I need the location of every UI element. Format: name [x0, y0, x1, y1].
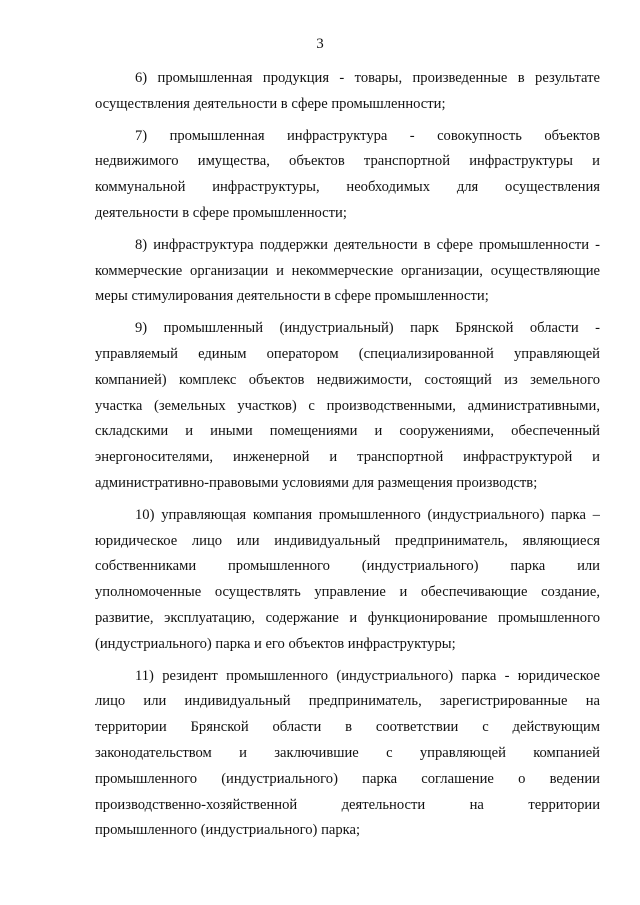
text-line: 9) промышленный (индустриальный) парк Брянской области -	[135, 320, 600, 337]
text-line: 10) управляющая компания промышленного (индустриального) парка –	[135, 506, 600, 523]
text-line: собственниками промышленного (индустриального) парка или	[95, 558, 600, 575]
text-line: юридическое лицо или индивидуальный предприниматель, являющиеся	[95, 532, 600, 549]
text-line: энергоносителями, инженерной и транспортной инфраструктурой и	[95, 449, 600, 466]
text-line: развитие, эксплуатацию, содержание и функционирование промышленного	[95, 609, 600, 626]
paragraph-10	[95, 503, 600, 658]
text-line: лицо или индивидуальный предприниматель, зарегистрированные на	[95, 693, 600, 710]
text-line: компанией) комплекс объектов недвижимости, состоящий из земельного	[95, 371, 600, 388]
text-line: территории Брянской области в соответствии с действующим	[95, 719, 600, 736]
text-line: участка (земельных участков) с производственными, административными,	[95, 397, 600, 414]
text-line: законодательством и заключившие с управляющей компанией	[95, 744, 600, 761]
text-line: деятельности в сфере промышленности;	[95, 204, 347, 221]
text-line: производственно-хозяйственной деятельности на территории	[95, 796, 600, 813]
text-line: меры стимулирования деятельности в сфере промышленности;	[95, 288, 489, 305]
text-line: 8) инфраструктура поддержки деятельности в сфере промышленности -	[135, 236, 600, 253]
paragraph-11	[95, 664, 600, 845]
text-line: коммерческие организации и некоммерческие организации, осуществляющие	[95, 262, 600, 279]
text-line: промышленного (индустриального) парка;	[95, 822, 361, 839]
text-line: складскими и иными помещениями и сооружениями, обеспеченный	[95, 423, 600, 440]
paragraph-8	[95, 233, 600, 310]
text-line: осуществления деятельности в сфере промышленности;	[95, 95, 446, 112]
document-body	[95, 66, 600, 850]
paragraph-9	[95, 316, 600, 497]
text-line: управляемый единым оператором (специализированной управляющей	[95, 345, 600, 362]
text-line: недвижимого имущества, объектов транспортной инфраструктуры и	[95, 153, 600, 170]
text-line: уполномоченные осуществлять управление и обеспечивающие создание,	[95, 584, 600, 601]
paragraph-7	[95, 124, 600, 227]
paragraph-6	[95, 66, 600, 118]
text-line: 7) промышленная инфраструктура - совокупность объектов	[135, 127, 600, 144]
text-line: (индустриального) парка и его объектов инфраструктуры;	[95, 635, 456, 652]
text-line: коммунальной инфраструктуры, необходимых для осуществления	[95, 179, 600, 196]
text-line: административно-правовыми условиями для размещения производств;	[95, 474, 538, 491]
page-number: 3	[316, 36, 324, 52]
text-line: промышленного (индустриального) парка соглашение о ведении	[95, 770, 600, 787]
text-line: 11) резидент промышленного (индустриального) парка - юридическое	[135, 667, 600, 684]
text-line: 6) промышленная продукция - товары, произведенные в результате	[135, 70, 600, 86]
